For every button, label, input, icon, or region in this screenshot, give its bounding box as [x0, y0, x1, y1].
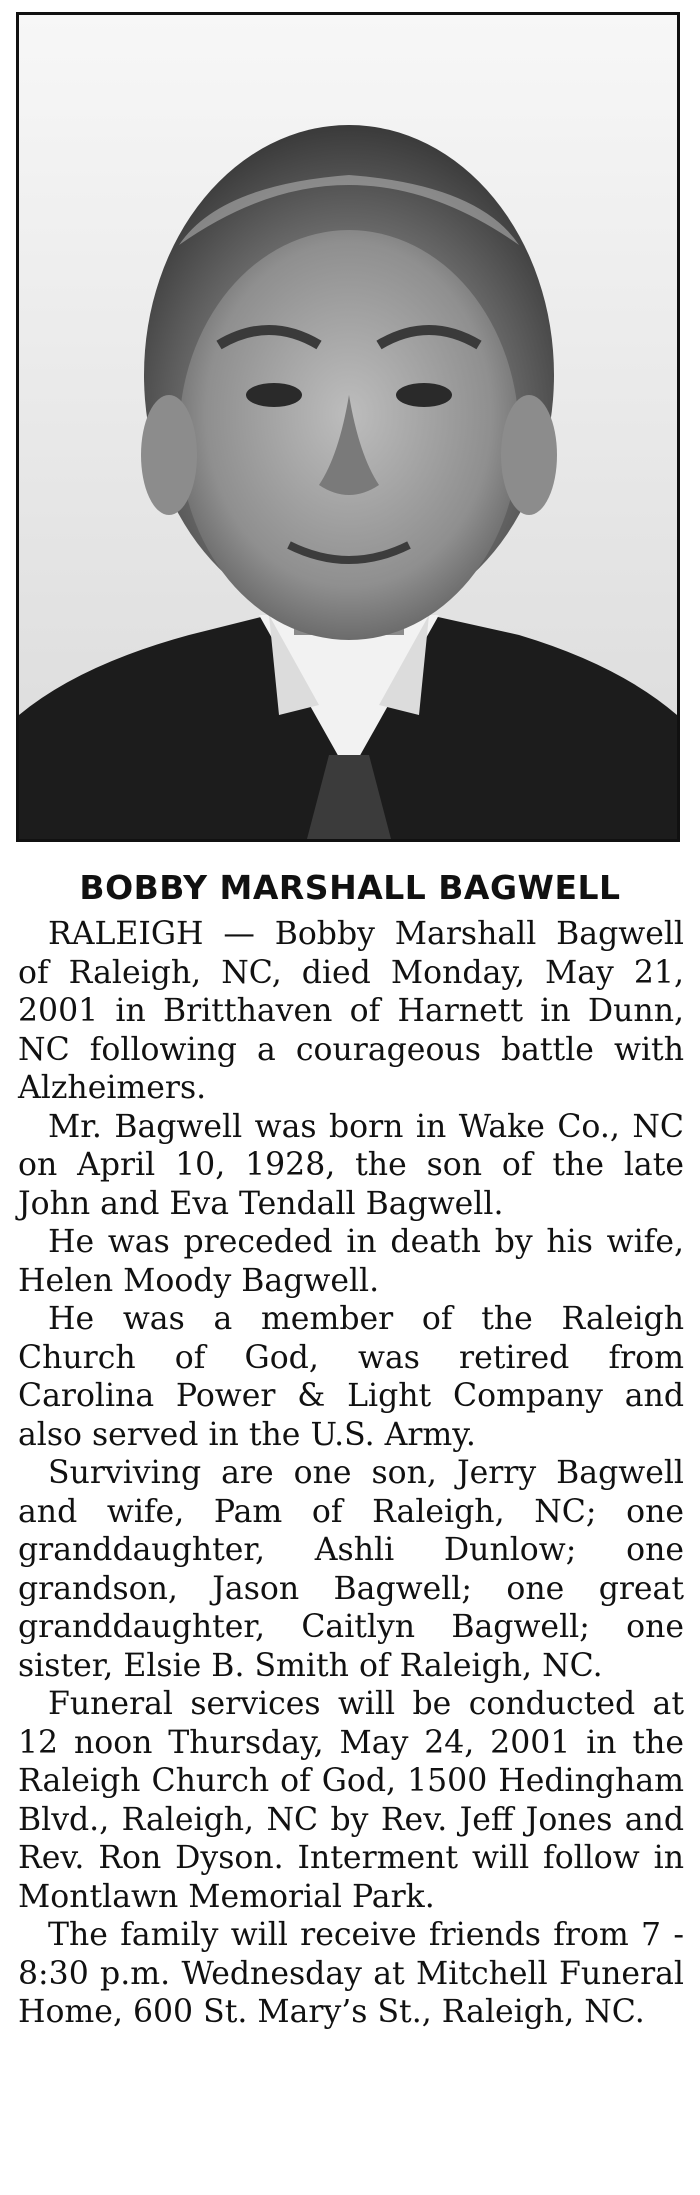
obituary-paragraph: Surviving are one son, Jerry Bagwell and wife, Pam of Raleigh, NC; one granddaughter, Ashli Dunlow; one grandson, Jason Bagwell; one great granddaughter, Caitlyn Bagwell; one sister, Elsie B. Smith of Raleigh, NC.: [18, 1455, 684, 1684]
portrait-illustration: [19, 15, 677, 839]
obituary-paragraph: He was a member of the Raleigh Church of God, was retired from Carolina Power & Light Company and also served in the U.S. Army.: [18, 1301, 684, 1453]
deceased-name-heading: BOBBY MARSHALL BAGWELL: [79, 868, 621, 907]
obituary-paragraph: He was preceded in death by his wife, Helen Moody Bagwell.: [18, 1224, 684, 1299]
obituary-body: [18, 915, 684, 2032]
obituary-paragraph: The family will receive friends from 7 - 8:30 p.m. Wednesday at Mitchell Funeral Home, 600 St. Mary’s St., Raleigh, NC.: [18, 1917, 684, 2030]
obituary-paragraph: RALEIGH — Bobby Marshall Bagwell of Raleigh, NC, died Monday, May 21, 2001 in Britthaven of Harnett in Dunn, NC following a courageous battle with Alzheimers.: [18, 916, 684, 1106]
portrait-photo: [16, 12, 680, 842]
obituary-paragraph: Mr. Bagwell was born in Wake Co., NC on April 10, 1928, the son of the late John and Eva Tendall Bagwell.: [18, 1108, 684, 1222]
obituary-paragraph: Funeral services will be conducted at 12 noon Thursday, May 24, 2001 in the Raleigh Church of God, 1500 Hedingham Blvd., Raleigh, NC by Rev. Jeff Jones and Rev. Ron Dyson. Interment will follow in Montlawn Memorial Park.: [18, 1686, 684, 1915]
